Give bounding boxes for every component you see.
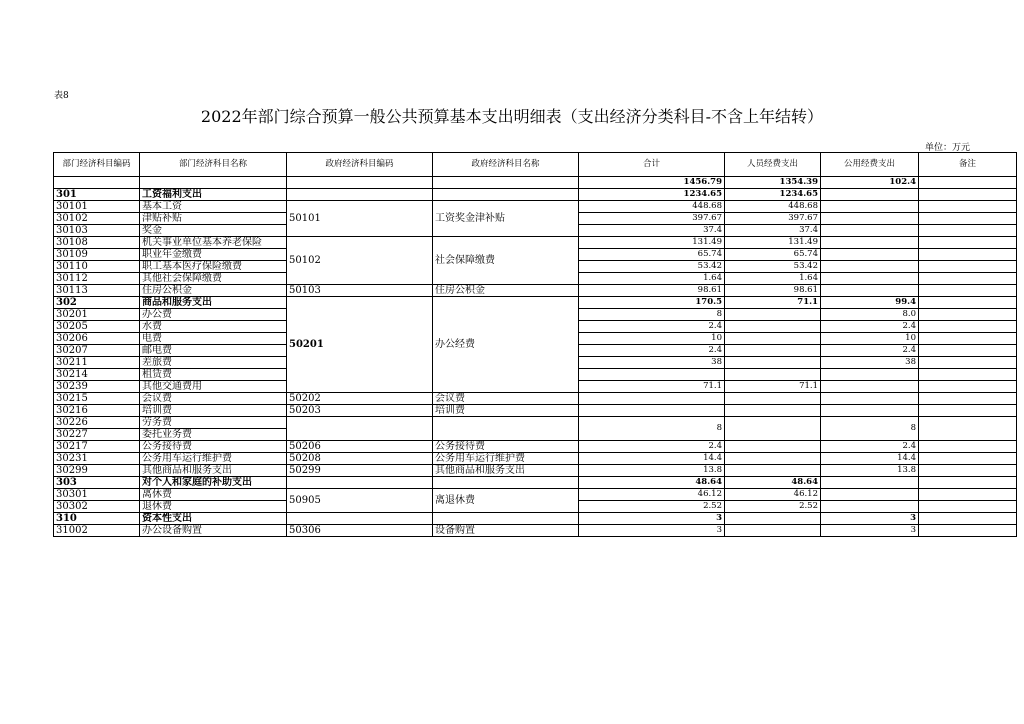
cell-total: 8: [579, 309, 725, 321]
cell-name: 对个人和家庭的补助支出: [140, 477, 287, 489]
cell-total: 10: [579, 333, 725, 345]
cell-remark: [919, 177, 1017, 189]
cell-name: 其他商品和服务支出: [140, 465, 287, 477]
cell-public: 2.4: [821, 321, 919, 333]
cell-personnel: 71.1: [725, 297, 821, 309]
cell-remark: [919, 273, 1017, 285]
cell-total: [579, 405, 725, 417]
cell-personnel: 53.42: [725, 261, 821, 273]
cell-remark: [919, 201, 1017, 213]
cell-remark: [919, 381, 1017, 393]
cell-remark: [919, 225, 1017, 237]
total-row: [54, 177, 1017, 189]
cell-total: 3: [579, 513, 725, 525]
cell-remark: [919, 393, 1017, 405]
cell-total: 170.5: [579, 297, 725, 309]
table-row: [54, 405, 1017, 417]
cell-public: [821, 393, 919, 405]
cell-name: 公务接待费: [140, 441, 287, 453]
cell-personnel: 1234.65: [725, 189, 821, 201]
cell-total: 448.68: [579, 201, 725, 213]
cell-code: 30206: [54, 333, 140, 345]
cell-name: 劳务费: [140, 417, 287, 429]
cell-code: 30102: [54, 213, 140, 225]
cell-remark: [919, 441, 1017, 453]
cell-personnel: 2.52: [725, 501, 821, 513]
cell-code: 30113: [54, 285, 140, 297]
table-row: [54, 453, 1017, 465]
cell-public: 38: [821, 357, 919, 369]
cell-code: 30201: [54, 309, 140, 321]
cell-public: [821, 213, 919, 225]
cell-public: [821, 381, 919, 393]
cell-total: 46.12: [579, 489, 725, 501]
cell-remark: [919, 213, 1017, 225]
cell-total: 2.4: [579, 345, 725, 357]
cell-public: [821, 273, 919, 285]
cell-personnel: [725, 333, 821, 345]
cell-gov-code: [287, 177, 433, 189]
cell-name: 住房公积金: [140, 285, 287, 297]
cell-gov-code: [287, 189, 433, 201]
page-title: 2022年部门综合预算一般公共预算基本支出明细表（支出经济分类科目-不含上年结转）: [200, 107, 824, 126]
cell-remark: [919, 369, 1017, 381]
cell-name: 资本性支出: [140, 513, 287, 525]
cell-public: [821, 501, 919, 513]
cell-remark: [919, 453, 1017, 465]
cell-code: 303: [54, 477, 140, 489]
cell-gov-name: [433, 513, 579, 525]
cell-personnel: [725, 417, 821, 441]
cell-public: 10: [821, 333, 919, 345]
cell-total: 65.74: [579, 249, 725, 261]
cell-name: 差旅费: [140, 357, 287, 369]
cell-public: 2.4: [821, 441, 919, 453]
cell-gov-code: 50103: [287, 285, 433, 297]
table-row: [54, 393, 1017, 405]
cell-personnel: 448.68: [725, 201, 821, 213]
cell-name: 委托业务费: [140, 429, 287, 441]
cell-remark: [919, 465, 1017, 477]
cell-code: 30101: [54, 201, 140, 213]
cell-code: 301: [54, 189, 140, 201]
cell-personnel: [725, 525, 821, 537]
cell-public: [821, 225, 919, 237]
cell-public: 14.4: [821, 453, 919, 465]
cell-gov-code: 50208: [287, 453, 433, 465]
cell-code: 30112: [54, 273, 140, 285]
cell-name: 退休费: [140, 501, 287, 513]
cell-total: 2.4: [579, 321, 725, 333]
cell-personnel: 397.67: [725, 213, 821, 225]
cell-personnel: 131.49: [725, 237, 821, 249]
cell-personnel: 65.74: [725, 249, 821, 261]
cell-name: 邮电费: [140, 345, 287, 357]
cell-public: 3: [821, 525, 919, 537]
cell-gov-name: 公务用车运行维护费: [433, 453, 579, 465]
table-row: [54, 441, 1017, 453]
cell-total: 37.4: [579, 225, 725, 237]
cell-name: 职业年金缴费: [140, 249, 287, 261]
cell-code: 31002: [54, 525, 140, 537]
table-row: [54, 201, 1017, 213]
table-row: [54, 285, 1017, 297]
cell-total: 1456.79: [579, 177, 725, 189]
cell-code: 30302: [54, 501, 140, 513]
cell-public: 13.8: [821, 465, 919, 477]
cell-total: 2.52: [579, 501, 725, 513]
table-row: [54, 513, 1017, 525]
cell-gov-name: 社会保障缴费: [433, 237, 579, 285]
cell-code: 30227: [54, 429, 140, 441]
cell-code: 30299: [54, 465, 140, 477]
cell-gov-name: 会议费: [433, 393, 579, 405]
cell-total: 98.61: [579, 285, 725, 297]
cell-total: 14.4: [579, 453, 725, 465]
cell-name: 电费: [140, 333, 287, 345]
table-row: [54, 489, 1017, 501]
cell-personnel: [725, 345, 821, 357]
cell-public: 8: [821, 417, 919, 441]
cell-remark: [919, 309, 1017, 321]
cell-gov-name: [433, 477, 579, 489]
cell-remark: [919, 405, 1017, 417]
header-gov-code: 政府经济科目编码: [287, 153, 433, 177]
cell-name: 工资福利支出: [140, 189, 287, 201]
cell-public: [821, 477, 919, 489]
cell-remark: [919, 513, 1017, 525]
cell-code: 30301: [54, 489, 140, 501]
table-row: [54, 189, 1017, 201]
cell-name: 职工基本医疗保险缴费: [140, 261, 287, 273]
cell-gov-name: [433, 189, 579, 201]
cell-public: [821, 249, 919, 261]
cell-name: 奖金: [140, 225, 287, 237]
cell-code: 30103: [54, 225, 140, 237]
cell-total: 13.8: [579, 465, 725, 477]
cell-name: 基本工资: [140, 201, 287, 213]
cell-total: 48.64: [579, 477, 725, 489]
cell-name: 商品和服务支出: [140, 297, 287, 309]
cell-remark: [919, 237, 1017, 249]
cell-personnel: [725, 513, 821, 525]
cell-gov-name: 其他商品和服务支出: [433, 465, 579, 477]
cell-gov-name: 培训费: [433, 405, 579, 417]
cell-total: 2.4: [579, 441, 725, 453]
cell-personnel: 37.4: [725, 225, 821, 237]
table-row: [54, 297, 1017, 309]
cell-personnel: [725, 441, 821, 453]
cell-name: 培训费: [140, 405, 287, 417]
cell-personnel: [725, 369, 821, 381]
header-dept-name: 部门经济科目名称: [140, 153, 287, 177]
cell-personnel: [725, 465, 821, 477]
cell-gov-name: [433, 177, 579, 189]
header-total: 合计: [579, 153, 725, 177]
cell-personnel: [725, 453, 821, 465]
cell-name: [140, 177, 287, 189]
cell-public: 102.4: [821, 177, 919, 189]
cell-gov-name: 离退休费: [433, 489, 579, 513]
cell-gov-name: 设备购置: [433, 525, 579, 537]
cell-gov-code: 50202: [287, 393, 433, 405]
cell-code: 30109: [54, 249, 140, 261]
cell-public: [821, 369, 919, 381]
cell-name: 水费: [140, 321, 287, 333]
table-number: 表8: [54, 91, 69, 101]
cell-name: 公务用车运行维护费: [140, 453, 287, 465]
cell-code: 30205: [54, 321, 140, 333]
cell-remark: [919, 489, 1017, 501]
cell-public: [821, 285, 919, 297]
cell-personnel: [725, 309, 821, 321]
budget-table: [53, 152, 1017, 537]
cell-gov-code: [287, 513, 433, 525]
cell-total: 38: [579, 357, 725, 369]
cell-name: 办公设备购置: [140, 525, 287, 537]
cell-code: 30215: [54, 393, 140, 405]
cell-code: 30231: [54, 453, 140, 465]
cell-gov-code: 50201: [287, 297, 433, 393]
unit-label: 单位：万元: [924, 143, 970, 153]
cell-personnel: [725, 321, 821, 333]
cell-code: 30216: [54, 405, 140, 417]
cell-code: 30110: [54, 261, 140, 273]
cell-remark: [919, 189, 1017, 201]
cell-total: 131.49: [579, 237, 725, 249]
cell-total: 8: [579, 417, 725, 441]
cell-gov-code: 50306: [287, 525, 433, 537]
cell-public: [821, 237, 919, 249]
cell-gov-code: 50905: [287, 489, 433, 513]
cell-code: [54, 177, 140, 189]
cell-personnel: 1354.39: [725, 177, 821, 189]
cell-remark: [919, 261, 1017, 273]
cell-public: [821, 201, 919, 213]
cell-public: [821, 405, 919, 417]
cell-remark: [919, 477, 1017, 489]
cell-gov-code: 50102: [287, 237, 433, 285]
table-row: [54, 525, 1017, 537]
cell-remark: [919, 333, 1017, 345]
cell-total: [579, 393, 725, 405]
cell-personnel: 1.64: [725, 273, 821, 285]
cell-code: 30108: [54, 237, 140, 249]
cell-remark: [919, 525, 1017, 537]
header-gov-name: 政府经济科目名称: [433, 153, 579, 177]
cell-name: 会议费: [140, 393, 287, 405]
cell-public: 8.0: [821, 309, 919, 321]
cell-personnel: [725, 393, 821, 405]
header-personnel: 人员经费支出: [725, 153, 821, 177]
cell-name: 其他交通费用: [140, 381, 287, 393]
cell-personnel: [725, 405, 821, 417]
cell-code: 30207: [54, 345, 140, 357]
cell-remark: [919, 285, 1017, 297]
cell-code: 310: [54, 513, 140, 525]
cell-remark: [919, 501, 1017, 513]
cell-public: 3: [821, 513, 919, 525]
header-dept-code: 部门经济科目编码: [54, 153, 140, 177]
table-header-row: [54, 153, 1017, 177]
cell-name: 办公费: [140, 309, 287, 321]
cell-total: [579, 369, 725, 381]
cell-name: 机关事业单位基本养老保险: [140, 237, 287, 249]
cell-public: 99.4: [821, 297, 919, 309]
cell-gov-code: 50203: [287, 405, 433, 417]
cell-gov-name: 工资奖金津补贴: [433, 201, 579, 237]
cell-gov-code: [287, 477, 433, 489]
cell-personnel: 46.12: [725, 489, 821, 501]
table-row: [54, 237, 1017, 249]
cell-gov-name: 住房公积金: [433, 285, 579, 297]
cell-code: 30226: [54, 417, 140, 429]
cell-gov-name: 公务接待费: [433, 441, 579, 453]
table-row: [54, 477, 1017, 489]
cell-personnel: 48.64: [725, 477, 821, 489]
cell-public: [821, 489, 919, 501]
cell-name: 离休费: [140, 489, 287, 501]
cell-remark: [919, 357, 1017, 369]
cell-public: [821, 261, 919, 273]
cell-name: 津贴补贴: [140, 213, 287, 225]
header-remark: 备注: [919, 153, 1017, 177]
cell-name: 其他社会保障缴费: [140, 273, 287, 285]
cell-remark: [919, 297, 1017, 309]
cell-remark: [919, 249, 1017, 261]
cell-code: 30239: [54, 381, 140, 393]
cell-total: 1234.65: [579, 189, 725, 201]
table-row: [54, 417, 1017, 429]
cell-code: 302: [54, 297, 140, 309]
cell-personnel: 98.61: [725, 285, 821, 297]
cell-total: 3: [579, 525, 725, 537]
cell-total: 397.67: [579, 213, 725, 225]
cell-gov-name: 办公经费: [433, 297, 579, 393]
cell-remark: [919, 321, 1017, 333]
cell-total: 1.64: [579, 273, 725, 285]
cell-total: 53.42: [579, 261, 725, 273]
cell-name: 租赁费: [140, 369, 287, 381]
table-row: [54, 465, 1017, 477]
cell-personnel: 71.1: [725, 381, 821, 393]
cell-remark: [919, 417, 1017, 441]
cell-public: [821, 189, 919, 201]
cell-personnel: [725, 357, 821, 369]
cell-code: 30211: [54, 357, 140, 369]
cell-public: 2.4: [821, 345, 919, 357]
cell-code: 30217: [54, 441, 140, 453]
cell-gov-code: 50101: [287, 201, 433, 237]
cell-remark: [919, 345, 1017, 357]
cell-gov-code: 50206: [287, 441, 433, 453]
cell-gov-code: 50299: [287, 465, 433, 477]
header-public: 公用经费支出: [821, 153, 919, 177]
cell-gov-code: [287, 417, 433, 441]
cell-total: 71.1: [579, 381, 725, 393]
cell-code: 30214: [54, 369, 140, 381]
cell-gov-name: [433, 417, 579, 441]
